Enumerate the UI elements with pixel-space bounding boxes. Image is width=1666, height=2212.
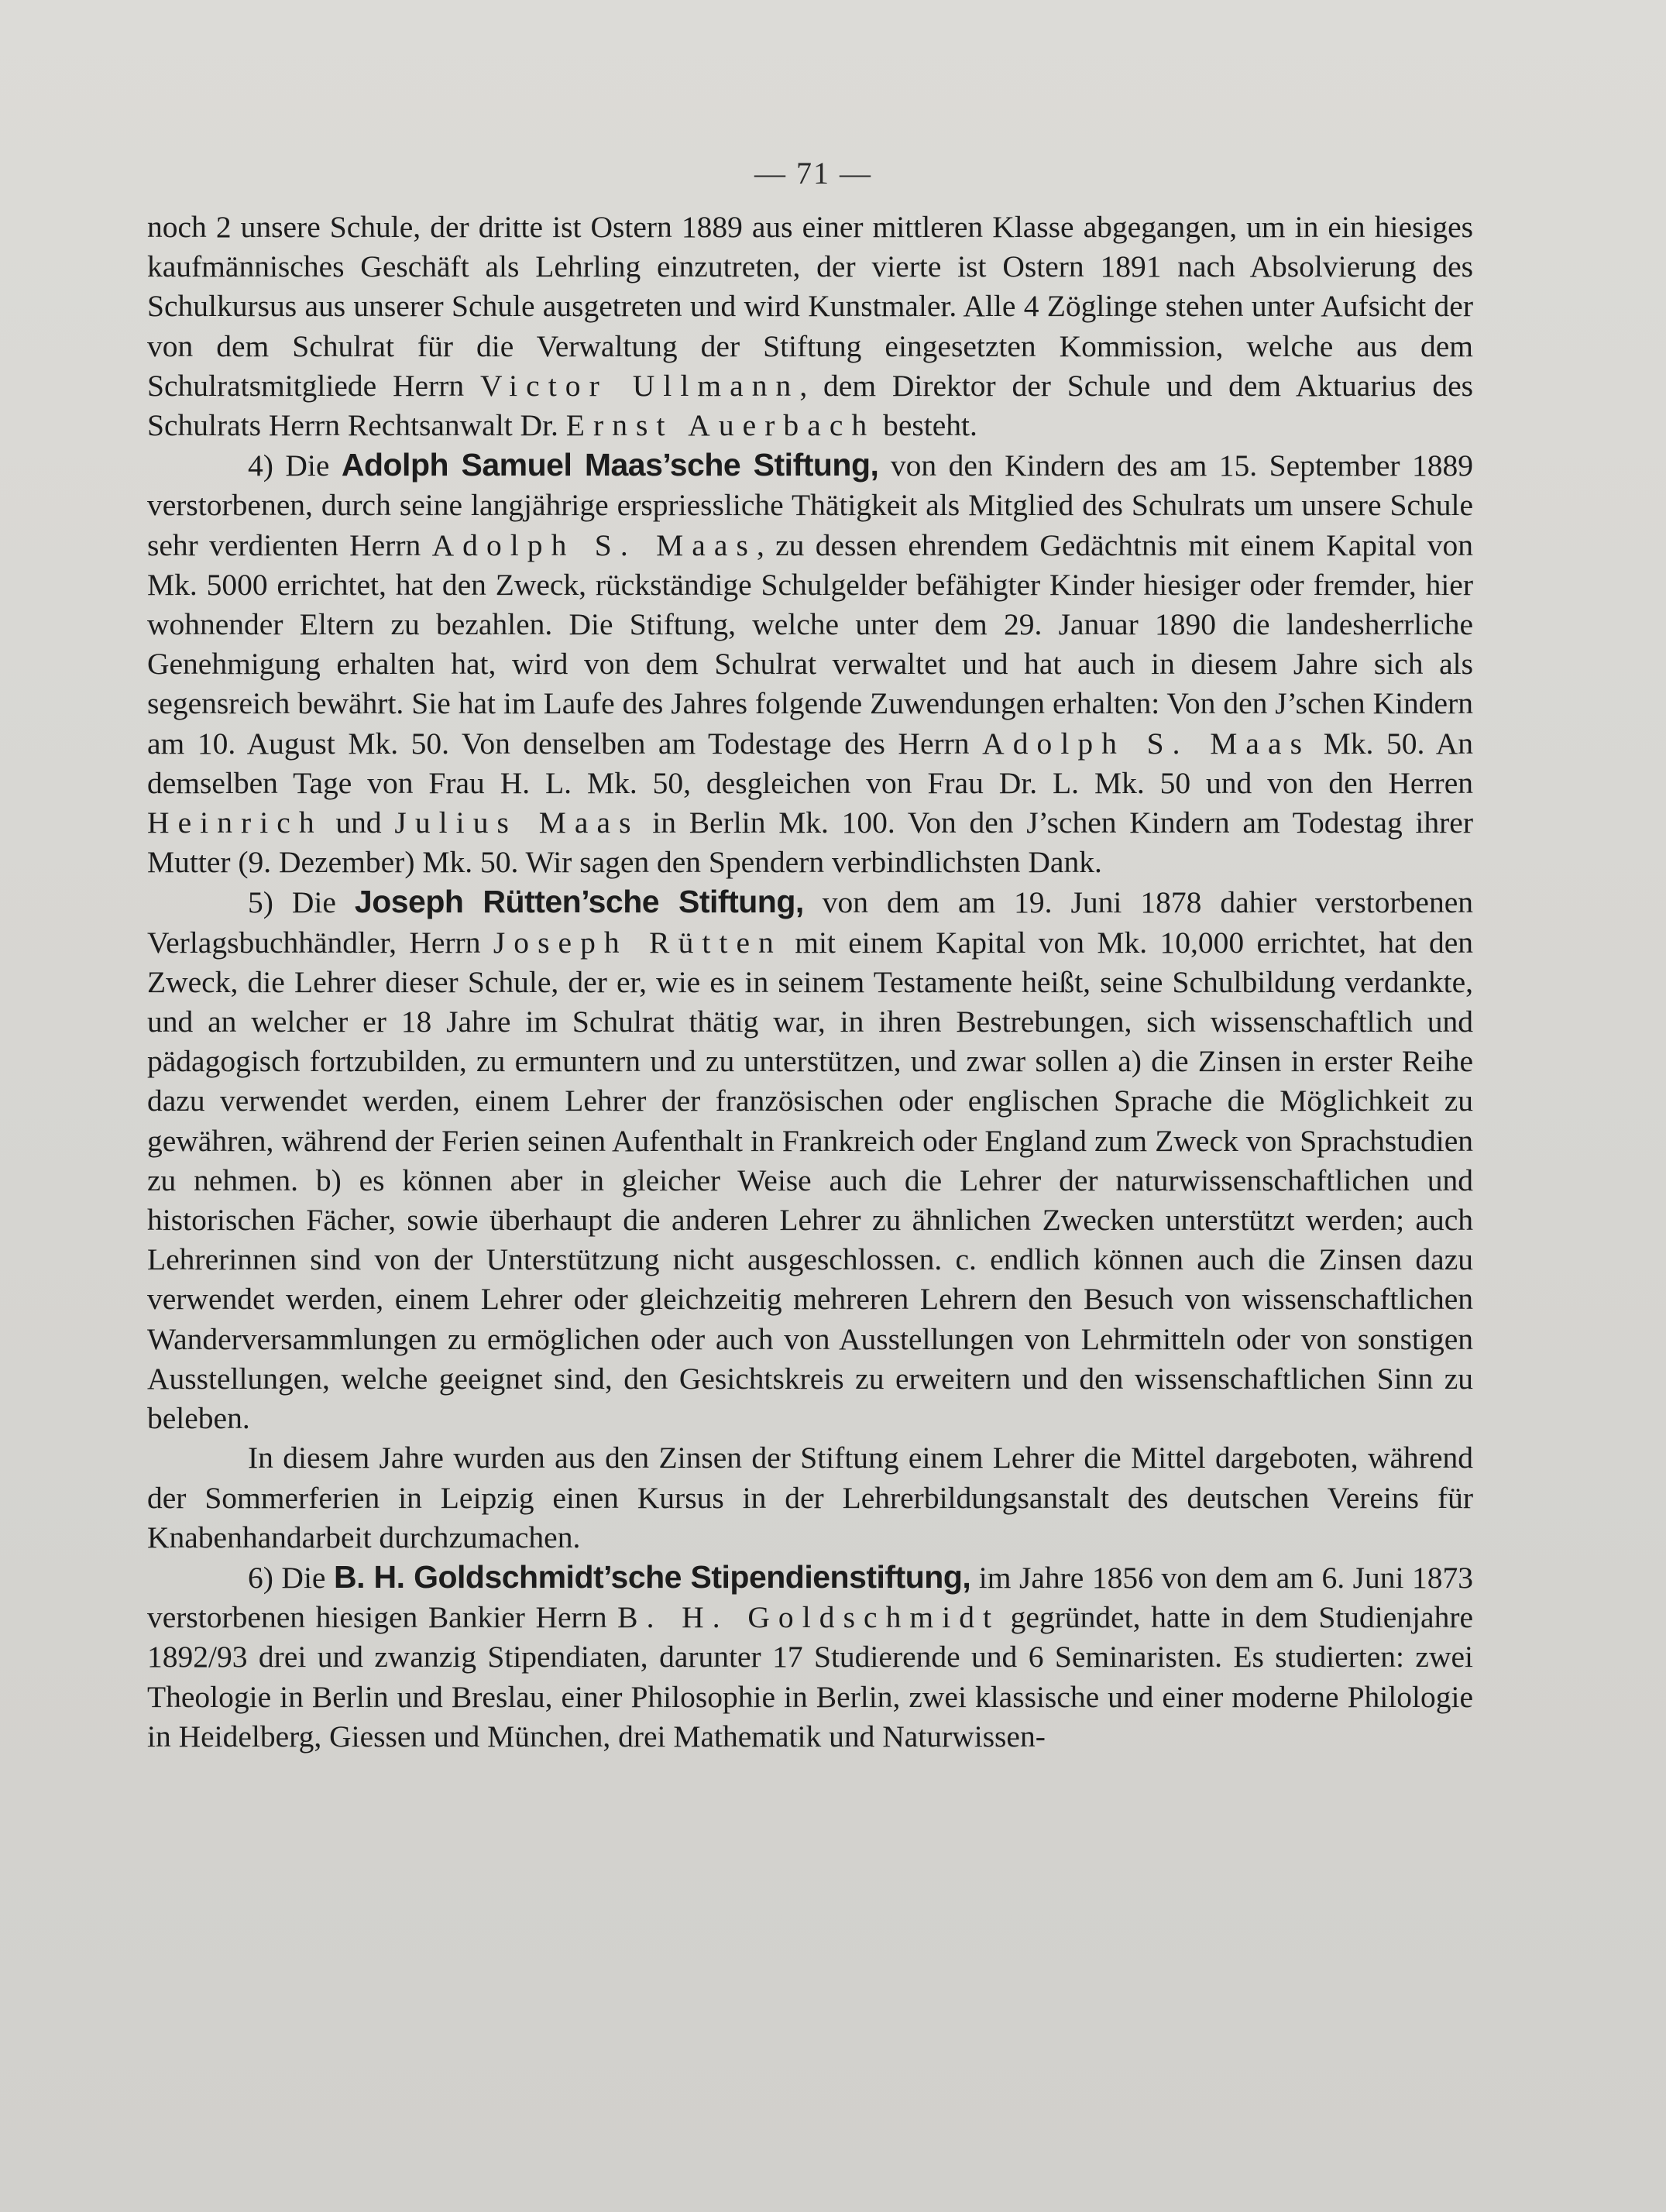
person-name: B. H. Goldschmidt	[617, 1600, 1001, 1635]
text-segment: besteht.	[875, 408, 977, 443]
text-segment: in Berlin Mk. 100. Von den J’schen Kindern am Todestag ihrer Mutter (9. Dezember) Mk. 50. Wir sagen den Spendern verbindlichsten Dank.	[147, 805, 1473, 880]
person-name: Heinrich	[147, 805, 323, 840]
paragraph-ruetten-stiftung	[147, 882, 1473, 1438]
section-heading: B. H. Goldschmidt’sche Stipendienstiftung,	[334, 1558, 971, 1595]
section-number: 5) Die	[248, 885, 355, 920]
person-name: Ernst Auerbach	[565, 408, 876, 443]
text-segment: noch 2 unsere Schule, der dritte ist Ostern 1889 aus einer mittleren Klasse abgegangen, um in ein hiesiges kaufmännisches Geschäft als Lehrling einzutreten, der vierte ist Ostern 1891 nach Absolvierung des Schulkursus aus unserer Schule ausgetreten und wird Kunstmaler. Alle 4 Zöglinge stehen unter Aufsicht der von dem Schulrat für die Verwaltung der Stiftung eingesetzten Kommission, welche aus dem Schulratsmitgliede Herrn	[147, 210, 1473, 403]
paragraph-maas-stiftung	[147, 445, 1473, 882]
text-segment: gegründet, hatte in dem Studienjahre 1892/93 drei und zwanzig Stipendiaten, darunter 17 Studierende und 6 Seminaristen. Es studierten: zwei Theologie in Berlin und Breslau, einer Philosophie in Berlin, zwei klassische und einer moderne Philologie in Heidelberg, Giessen und München, drei Mathematik und Naturwissen-	[147, 1600, 1473, 1753]
section-number: 6) Die	[248, 1560, 334, 1595]
section-number: 4) Die	[248, 448, 342, 483]
person-name: Joseph Rütten	[493, 925, 782, 960]
body-text	[147, 208, 1473, 1757]
text-segment: von den Kindern des am 15. September 1889 verstorbenen, durch seine langjährige erspriessliche Thätigkeit als Mitglied des Schulrats um unsere Schule sehr verdienten Herrn	[147, 448, 1474, 562]
person-name: Victor Ullmann	[479, 368, 800, 403]
text-segment: von dem am 19. Juni 1878 dahier verstorbenen Verlagsbuchhändler, Herrn	[147, 885, 1473, 960]
text-segment: , zu dessen ehrendem Gedächtnis mit einem Kapital von Mk. 5000 errichtet, hat den Zweck, rückständige Schulgelder befähigter Kinder hiesiger oder fremder, hier wohnender Eltern zu bezahlen. Die Stiftung, welche unter dem 29. Januar 1890 die landesherrliche Genehmigung erhalten hat, wird von dem Schulrat verwaltet und hat auch in diesem Jahre sich als segensreich bewährt. Sie hat im Laufe des Jahres folgende Zuwendungen erhalten: Von den J’schen Kindern am 10. August Mk. 50. Von denselben am Todestage des Herrn	[147, 527, 1473, 761]
text-segment: und	[322, 805, 395, 840]
person-name: Adolph S. Maas	[431, 527, 757, 562]
page-number: — 71 —	[754, 156, 872, 191]
section-heading: Adolph Samuel Maas’sche Stiftung,	[341, 447, 879, 483]
section-heading: Joseph Rütten’sche Stiftung,	[354, 884, 804, 920]
text-segment: Mk. 50. An demselben Tage von Frau H. L. Mk. 50, desgleichen von Frau Dr. L. Mk. 50 und von den Herren	[147, 726, 1473, 800]
text-segment: mit einem Kapital von Mk. 10,000 errichtet, hat den Zweck, die Lehrer dieser Schule, der er, wie es in seinem Testamente heißt, seine Schulbildung verdankte, und an welcher er 18 Jahre im Schulrat thätig war, in ihren Bestrebungen, sich wissenschaftlich und pädagogisch fortzubilden, zu ermuntern und zu unterstützen, und zwar sollen a) die Zinsen in erster Reihe dazu verwendet werden, einem Lehrer der französischen oder englischen Sprache die Möglichkeit zu gewähren, während der Ferien seinen Aufenthalt in Frankreich oder England zum Zweck von Sprachstudien zu nehmen. b) es können aber in gleicher Weise auch die Lehrer der naturwissenschaftlichen und historischen Fächer, sowie überhaupt die anderen Lehrer zu ähnlichen Zwecken unterstützt werden; auch Lehrerinnen sind von der Unterstützung nicht ausgeschlossen. c. endlich können auch die Zinsen dazu verwendet werden, einem Lehrer oder gleichzeitig mehreren Lehrern den Besuch von wissenschaftlichen Wanderversammlungen zu ermöglichen oder auch von Ausstellungen von Lehrmitteln oder von sonstigen Ausstellungen, welche geeignet sind, den Gesichtskreis zu erweitern und den wissenschaftlichen Sinn zu beleben.	[147, 925, 1473, 1436]
paragraph-goldschmidt-stiftung	[147, 1558, 1473, 1757]
paragraph-ruetten-verwendung: In diesem Jahre wurden aus den Zinsen der Stiftung einem Lehrer die Mittel dargeboten, während der Sommerferien in Leipzig einen Kursus in der Lehrerbildungsanstalt des deutschen Vereins für Knabenhandarbeit durchzumachen.	[147, 1441, 1473, 1554]
text-segment: im Jahre 1856 von dem am 6. Juni 1873 verstorbenen hiesigen Bankier Herrn	[147, 1560, 1473, 1635]
paragraph-kommission	[147, 208, 1473, 445]
person-name: Julius Maas	[394, 805, 640, 840]
person-name: Adolph S. Maas	[982, 726, 1311, 761]
text-segment: , dem Direktor der Schule und dem Aktuarius des Schulrats Herrn Rechtsanwalt Dr.	[147, 368, 1473, 443]
